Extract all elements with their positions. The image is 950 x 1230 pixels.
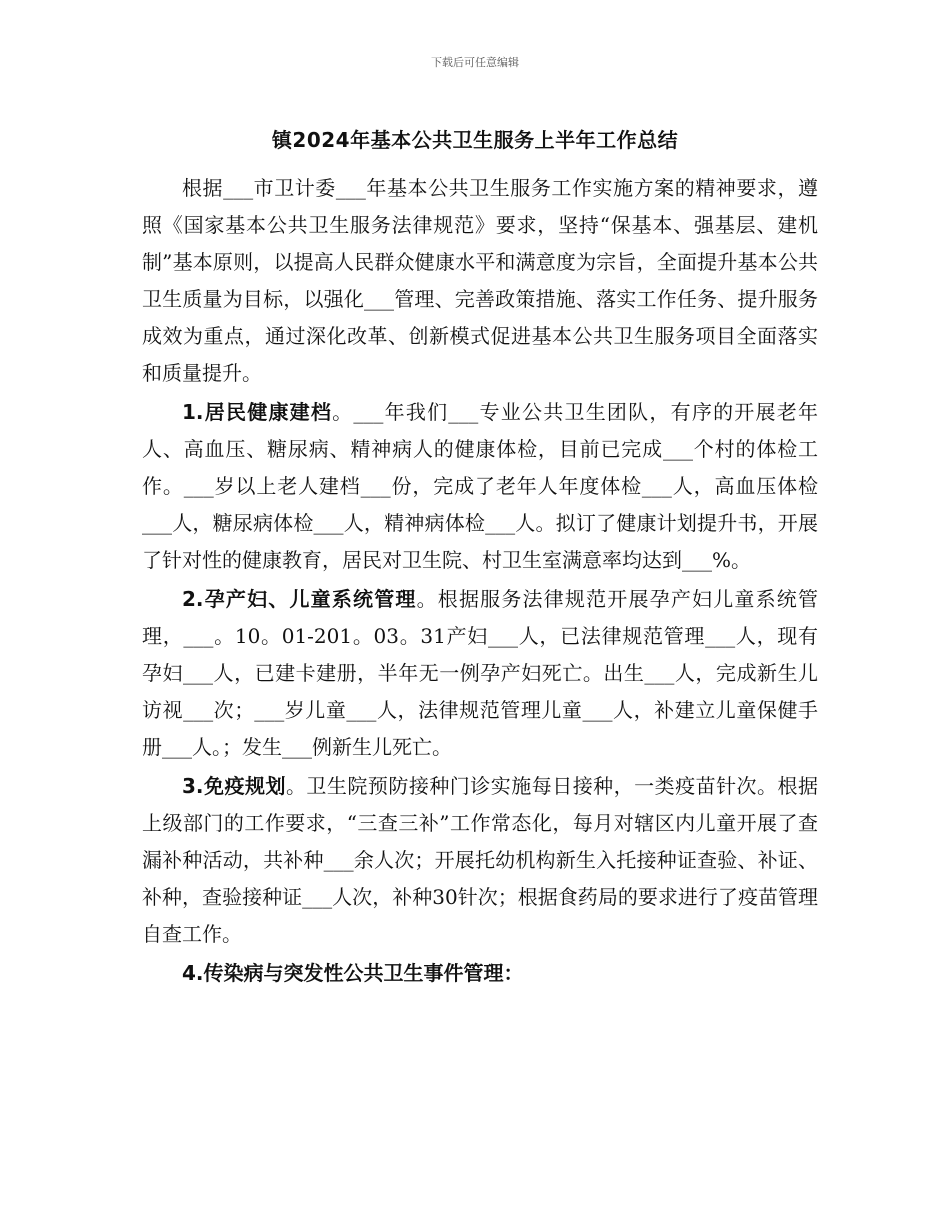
section-2-paragraph [142,581,818,766]
section-1-heading: 1.居民健康建档 [182,400,333,424]
section-3-text: 。卫生院预防接种门诊实施每日接种，一类疫苗针次。根据上级部门的工作要求，“三查三补”工作常态化，每月对辖区内儿童开展了查漏补种活动，共补种___余人次；开展托幼机构新生入托接种证查验、补证、补种，查验接种证___人次，补种30针次；根据食药局的要求进行了疫苗管理自查工作。 [142,774,819,946]
intro-paragraph: 根据___市卫计委___年基本公共卫生服务工作实施方案的精神要求，遵照《国家基本公共卫生服务法律规范》要求，坚持“保基本、强基层、建机制”基本原则，以提高人民群众健康水平和满意度为宗旨，全面提升基本公共卫生质量为目标，以强化___管理、完善政策措施、落实工作任务、提升服务成效为重点，通过深化改革、创新模式促进基本公共卫生服务项目全面落实和质量提升。 [142,176,818,385]
section-3-paragraph [142,768,818,953]
page-title: 镇2024年基本公共卫生服务上半年工作总结 [271,128,679,152]
section-1-paragraph [142,394,818,579]
section-2-heading: 2.孕产妇、儿童系统管理 [182,587,417,611]
section-1-text: 。___年我们___专业公共卫生团队，有序的开展老年人、高血压、糖尿病、精神病人的健康体检，目前已完成___个村的体检工作。___岁以上老人建档___份，完成了老年人年度体检___人，高血压体检___人，糖尿病体检___人，精神病体检___人。拟订了健康计划提升书，开展了针对性的健康教育，居民对卫生院、村卫生室满意率均达到___%。 [142,400,819,572]
document-body [142,170,818,992]
header-note: 下载后可任意编辑 [431,56,519,69]
section-2-text: 。根据服务法律规范开展孕产妇儿童系统管理，___。10。01-201。03。31产妇___人，已法律规范管理___人，现有孕妇___人，已建卡建册，半年无一例孕产妇死亡。出生___人，完成新生儿访视___次；___岁儿童___人，法律规范管理儿童___人，补建立儿童保健手册___人。；发生___例新生儿死亡。 [142,587,818,759]
section-3-heading: 3.免疫规划 [182,774,286,798]
section-4-heading: 4.传染病与突发性公共卫生事件管理： [182,961,524,985]
